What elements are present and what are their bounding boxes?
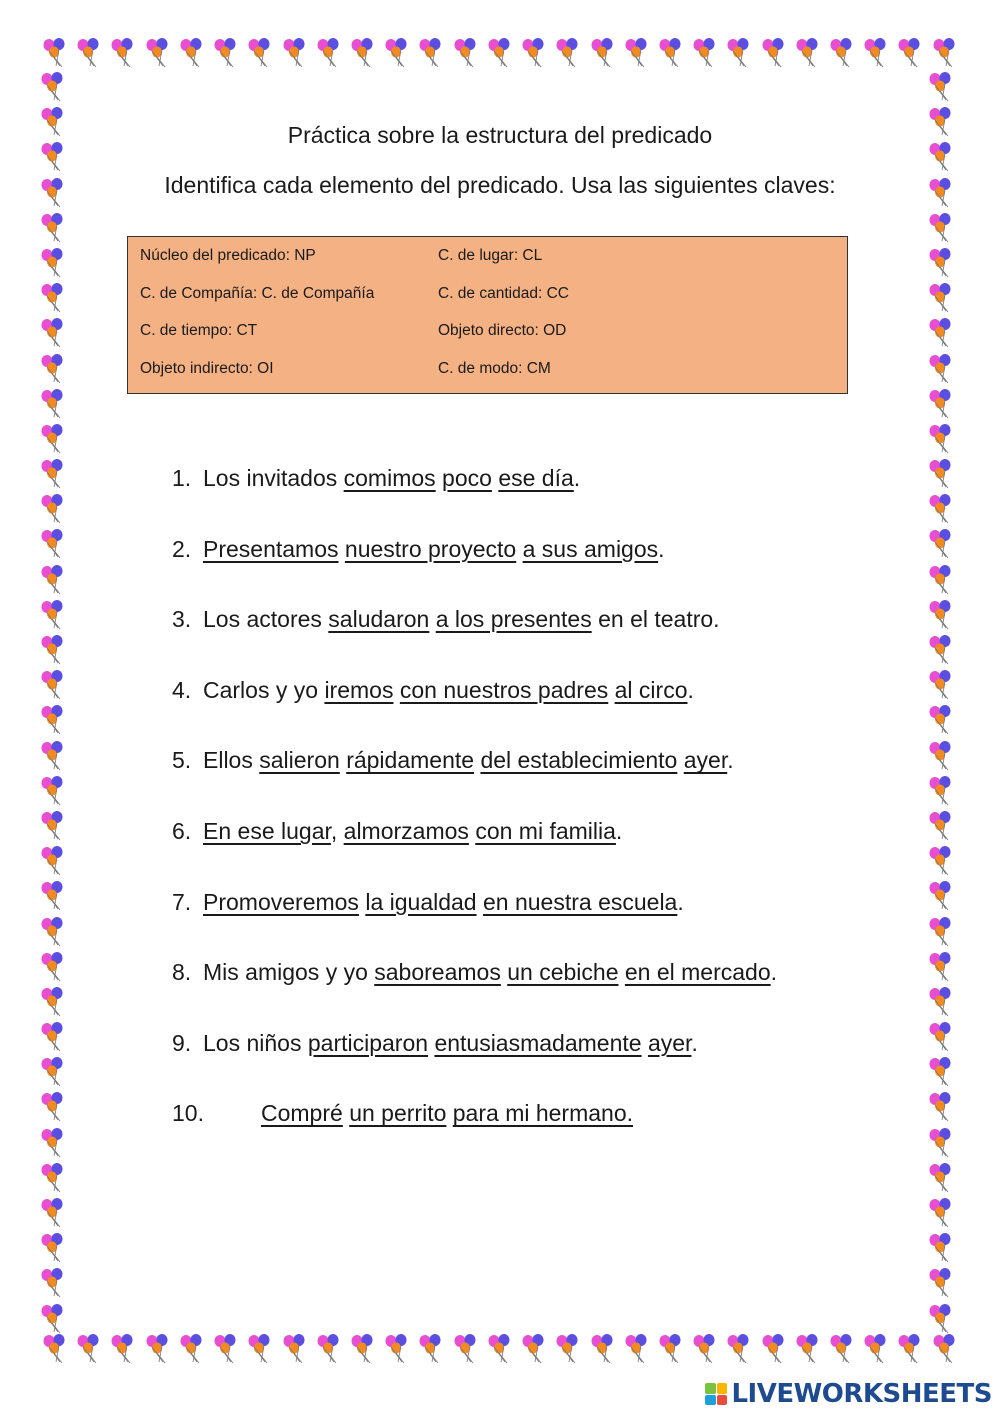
balloon-icon	[793, 38, 823, 68]
sentence-text: .	[687, 676, 694, 703]
balloon-icon	[926, 1268, 956, 1298]
balloon-icon	[177, 38, 207, 68]
exercise-number: 4.	[172, 676, 192, 703]
underlined-phrase: al circo	[614, 676, 688, 703]
balloon-icon	[926, 670, 956, 700]
underlined-phrase: nuestro proyecto	[344, 535, 517, 562]
balloon-icon	[926, 354, 956, 384]
balloon-icon	[38, 1198, 68, 1228]
balloon-icon	[656, 38, 686, 68]
exercise-item	[172, 533, 665, 565]
balloon-icon	[926, 318, 956, 348]
underlined-phrase: Presentamos	[203, 535, 339, 562]
key-ct: C. de tiempo: CT	[140, 322, 258, 339]
balloon-icon	[40, 1334, 70, 1364]
underlined-phrase: saludaron	[328, 606, 430, 633]
key-cm: C. de modo: CM	[438, 360, 551, 377]
key-cc: C. de cantidad: CC	[438, 285, 569, 302]
balloon-icon	[622, 1334, 652, 1364]
balloon-icon	[930, 1334, 960, 1364]
balloon-icon	[211, 1334, 241, 1364]
sentence-text: .	[691, 1029, 698, 1056]
underlined-phrase: rápidamente	[346, 747, 475, 774]
balloon-icon	[143, 38, 173, 68]
balloon-icon	[553, 1334, 583, 1364]
balloon-icon	[38, 670, 68, 700]
balloon-icon	[926, 1022, 956, 1052]
balloon-icon	[895, 38, 925, 68]
sentence-text: Los niños	[203, 1029, 308, 1056]
balloon-icon	[861, 1334, 891, 1364]
balloon-icon	[38, 283, 68, 313]
underlined-phrase: un cebiche	[507, 959, 619, 986]
sentence-text: .	[677, 888, 684, 915]
key-od: Objeto directo: OD	[438, 322, 567, 339]
underlined-phrase: con mi familia	[475, 818, 616, 844]
exercise-item	[172, 603, 720, 635]
balloon-icon	[38, 1163, 68, 1193]
balloon-icon	[143, 1334, 173, 1364]
underlined-phrase: del establecimiento	[480, 747, 678, 774]
balloon-icon	[38, 1092, 68, 1122]
balloon-icon	[348, 38, 378, 68]
exercise-item	[172, 462, 580, 494]
balloon-icon	[451, 1334, 481, 1364]
balloon-icon	[519, 38, 549, 68]
balloon-icon	[38, 1057, 68, 1087]
balloon-icon	[280, 38, 310, 68]
balloon-icon	[38, 72, 68, 102]
key-cl: C. de lugar: CL	[438, 247, 543, 264]
balloon-icon	[553, 38, 583, 68]
balloon-icon	[926, 1304, 956, 1334]
balloon-icon	[827, 38, 857, 68]
exercise-item	[172, 815, 622, 847]
balloon-icon	[416, 1334, 446, 1364]
exercise-item	[172, 956, 777, 988]
balloon-icon	[38, 1233, 68, 1263]
balloon-icon	[177, 1334, 207, 1364]
sentence-text: Ellos	[203, 747, 260, 774]
underlined-phrase: En ese lugar	[203, 818, 331, 844]
exercise-number: 6.	[172, 818, 192, 844]
balloon-icon	[926, 952, 956, 982]
underlined-phrase: un perrito	[349, 1100, 447, 1127]
balloon-icon	[38, 987, 68, 1017]
balloon-icon	[40, 38, 70, 68]
balloon-icon	[451, 38, 481, 68]
balloon-icon	[926, 529, 956, 559]
balloon-border-bottom	[40, 1334, 960, 1368]
exercise-number: 2.	[172, 535, 192, 562]
balloon-icon	[926, 213, 956, 243]
balloon-icon	[724, 1334, 754, 1364]
liveworksheets-logo-icon	[705, 1383, 727, 1405]
balloon-icon	[38, 635, 68, 665]
key-compania: C. de Compañía: C. de Compañía	[140, 285, 375, 302]
balloon-border-right	[926, 72, 960, 1334]
balloon-icon	[108, 38, 138, 68]
underlined-phrase: en nuestra escuela	[482, 888, 678, 915]
balloon-icon	[314, 1334, 344, 1364]
balloon-icon	[926, 1057, 956, 1087]
exercise-number: 3.	[172, 606, 192, 633]
balloon-icon	[926, 72, 956, 102]
balloon-icon	[519, 1334, 549, 1364]
balloon-icon	[926, 424, 956, 454]
key-np: Núcleo del predicado: NP	[140, 247, 316, 264]
balloon-border-top	[40, 38, 960, 72]
exercise-number: 5.	[172, 747, 192, 774]
underlined-phrase: salieron	[259, 747, 340, 774]
balloon-icon	[38, 459, 68, 489]
balloon-icon	[38, 952, 68, 982]
balloon-icon	[38, 1128, 68, 1158]
balloon-icon	[211, 38, 241, 68]
underlined-phrase: Promoveremos	[203, 888, 359, 915]
balloon-icon	[245, 1334, 275, 1364]
sentence-text: .	[658, 535, 665, 562]
balloon-icon	[926, 565, 956, 595]
balloon-icon	[690, 1334, 720, 1364]
sentence-text: ,	[330, 818, 344, 844]
key-legend-box	[127, 236, 848, 394]
logo-text: LIVEWORKSHEETS	[731, 1379, 992, 1409]
balloon-icon	[74, 1334, 104, 1364]
balloon-icon	[690, 38, 720, 68]
exercise-item	[172, 674, 694, 706]
balloon-icon	[38, 318, 68, 348]
balloon-icon	[38, 248, 68, 278]
underlined-phrase: entusiasmadamente	[434, 1029, 642, 1056]
sentence-text: .	[573, 465, 581, 491]
balloon-icon	[926, 741, 956, 771]
balloon-icon	[926, 881, 956, 911]
balloon-icon	[926, 459, 956, 489]
sentence-text: .	[727, 747, 734, 774]
sentence-text: .	[615, 818, 623, 844]
balloon-icon	[793, 1334, 823, 1364]
sentence-text: Mis amigos y yo	[203, 959, 375, 986]
exercise-number: 1.	[172, 465, 192, 491]
balloon-icon	[926, 248, 956, 278]
balloon-icon	[38, 529, 68, 559]
balloon-icon	[926, 987, 956, 1017]
exercise-item	[172, 1097, 633, 1129]
exercise-item	[172, 1027, 698, 1059]
balloon-icon	[38, 776, 68, 806]
balloon-icon	[926, 1163, 956, 1193]
balloon-border-left	[38, 72, 72, 1334]
balloon-icon	[416, 38, 446, 68]
underlined-phrase: en el mercado	[624, 959, 771, 986]
balloon-icon	[926, 600, 956, 630]
balloon-icon	[930, 38, 960, 68]
balloon-icon	[382, 38, 412, 68]
balloon-icon	[38, 354, 68, 384]
balloon-icon	[38, 846, 68, 876]
sentence-text: Carlos y yo	[203, 676, 325, 703]
balloon-icon	[38, 494, 68, 524]
worksheet-title: Práctica sobre la estructura del predicado	[287, 122, 713, 148]
balloon-icon	[38, 705, 68, 735]
balloon-icon	[38, 881, 68, 911]
balloon-icon	[926, 776, 956, 806]
balloon-icon	[926, 705, 956, 735]
underlined-phrase: saboreamos	[374, 959, 501, 986]
balloon-icon	[38, 1022, 68, 1052]
underlined-phrase: a sus amigos	[522, 535, 659, 562]
balloon-icon	[895, 1334, 925, 1364]
balloon-icon	[38, 1268, 68, 1298]
balloon-icon	[38, 1304, 68, 1334]
worksheet-instructions: Identifica cada elemento del predicado. Usa las siguientes claves:	[164, 172, 836, 198]
balloon-icon	[861, 38, 891, 68]
balloon-icon	[724, 38, 754, 68]
balloon-icon	[485, 38, 515, 68]
sentence-text: Los invitados	[203, 465, 344, 491]
balloon-icon	[38, 917, 68, 947]
exercise-item	[172, 744, 734, 776]
balloon-icon	[926, 917, 956, 947]
underlined-phrase: ayer	[647, 1029, 692, 1056]
exercise-number: 7.	[172, 888, 192, 915]
balloon-icon	[759, 1334, 789, 1364]
sentence-text: Los actores	[203, 606, 329, 633]
balloon-icon	[827, 1334, 857, 1364]
balloon-icon	[74, 38, 104, 68]
balloon-icon	[926, 389, 956, 419]
underlined-phrase: comimos	[343, 465, 436, 491]
underlined-phrase: Compré	[261, 1100, 343, 1127]
balloon-icon	[38, 424, 68, 454]
underlined-phrase: ese día	[498, 465, 574, 491]
balloon-icon	[759, 38, 789, 68]
underlined-phrase: poco	[442, 465, 492, 491]
balloon-icon	[588, 38, 618, 68]
balloon-icon	[38, 741, 68, 771]
liveworksheets-logo	[705, 1378, 992, 1410]
sentence-text: .	[770, 959, 778, 986]
exercise-number: 9.	[172, 1029, 192, 1056]
underlined-phrase: iremos	[324, 676, 394, 703]
balloon-icon	[38, 811, 68, 841]
underlined-phrase: almorzamos	[343, 818, 469, 844]
balloon-icon	[926, 635, 956, 665]
sentence-text: en el teatro.	[591, 606, 720, 633]
balloon-icon	[588, 1334, 618, 1364]
balloon-icon	[485, 1334, 515, 1364]
exercise-number: 8.	[172, 959, 192, 986]
balloon-icon	[245, 38, 275, 68]
balloon-icon	[108, 1334, 138, 1364]
exercise-item	[172, 886, 684, 918]
balloon-icon	[382, 1334, 412, 1364]
balloon-icon	[280, 1334, 310, 1364]
underlined-phrase: con nuestros padres	[399, 676, 609, 703]
balloon-icon	[926, 1233, 956, 1263]
balloon-icon	[314, 38, 344, 68]
balloon-icon	[926, 494, 956, 524]
underlined-phrase: para mi hermano.	[452, 1100, 634, 1127]
balloon-icon	[926, 846, 956, 876]
underlined-phrase: ayer	[683, 747, 728, 774]
balloon-icon	[926, 283, 956, 313]
balloon-icon	[38, 600, 68, 630]
balloon-icon	[38, 213, 68, 243]
underlined-phrase: a los presentes	[435, 606, 592, 633]
balloon-icon	[348, 1334, 378, 1364]
balloon-icon	[926, 1092, 956, 1122]
balloon-icon	[38, 389, 68, 419]
balloon-icon	[38, 565, 68, 595]
exercise-number: 10.	[172, 1100, 204, 1127]
balloon-icon	[926, 811, 956, 841]
balloon-icon	[926, 1128, 956, 1158]
underlined-phrase: participaron	[307, 1029, 429, 1056]
balloon-icon	[622, 38, 652, 68]
balloon-icon	[656, 1334, 686, 1364]
key-oi: Objeto indirecto: OI	[140, 360, 274, 377]
balloon-icon	[926, 1198, 956, 1228]
underlined-phrase: la igualdad	[365, 888, 477, 915]
